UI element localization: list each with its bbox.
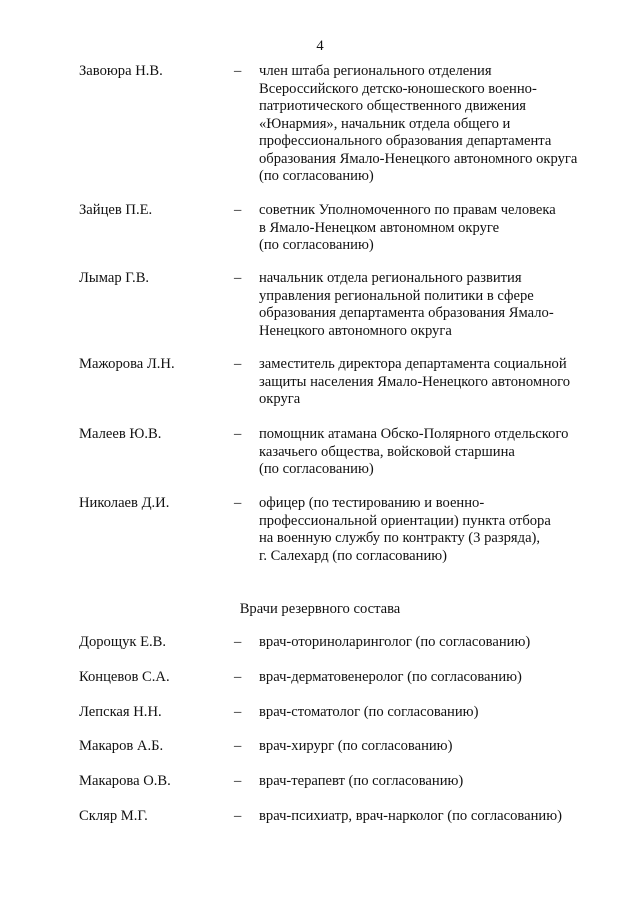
dash-separator: – (234, 495, 242, 511)
page-number: 4 (316, 38, 324, 54)
member-name: Зайцев П.Е. (79, 202, 153, 218)
doctor-name: Скляр М.Г. (79, 808, 148, 824)
doctor-name: Лепская Н.Н. (79, 704, 162, 720)
member-name: Николаев Д.И. (79, 495, 170, 511)
dash-separator: – (234, 63, 242, 79)
doctor-role: врач-психиатр, врач-нарколог (по согласованию) (259, 808, 562, 824)
member-role: помощник атамана Обско-Полярного отдельского казачьего общества, войсковой старшина (по согласованию) (259, 426, 569, 477)
doctor-name: Концевов С.А. (79, 669, 170, 685)
member-role: заместитель директора департамента социальной защиты населения Ямало-Ненецкого автономного округа (259, 356, 571, 407)
dash-separator: – (234, 270, 242, 286)
member-name: Малеев Ю.В. (79, 426, 162, 442)
doctor-role: врач-дерматовенеролог (по согласованию) (259, 669, 522, 685)
dash-separator: – (234, 738, 242, 754)
member-role: член штаба регионального отделения Всероссийского детско-юношеского военно- патриотического общественного движения «Юнармия», начальник отдела общего и профессионального образования департамента образования Ямало-Ненецкого автономного округа (по согласованию) (259, 63, 578, 184)
dash-separator: – (234, 669, 242, 685)
member-role: начальник отдела регионального развития управления региональной политики в сфере образования департамента образования Ямало- Ненецкого автономного округа (259, 270, 554, 339)
dash-separator: – (234, 426, 242, 442)
member-name: Мажорова Л.Н. (79, 356, 175, 372)
member-name: Лымар Г.В. (79, 270, 150, 286)
member-name: Завоюра Н.В. (79, 63, 163, 79)
dash-separator: – (234, 634, 242, 650)
section-heading: Врачи резервного состава (239, 601, 401, 617)
doctor-role: врач-терапевт (по согласованию) (259, 773, 464, 789)
dash-separator: – (234, 202, 242, 218)
doctor-role: врач-стоматолог (по согласованию) (259, 704, 479, 720)
dash-separator: – (234, 773, 242, 789)
doctor-name: Макаров А.Б. (79, 738, 164, 754)
dash-separator: – (234, 808, 242, 824)
doctor-name: Макарова О.В. (79, 773, 171, 789)
member-role: офицер (по тестированию и военно- профессиональной ориентации) пункта отбора на военную службу по контракту (3 разряда), г. Салехард (по согласованию) (259, 495, 551, 564)
doctor-name: Дорощук Е.В. (79, 634, 167, 650)
dash-separator: – (234, 356, 242, 372)
doctor-role: врач-хирург (по согласованию) (259, 738, 453, 754)
member-role: советник Уполномоченного по правам человека в Ямало-Ненецком автономном округе (по согласованию) (259, 202, 556, 253)
dash-separator: – (234, 704, 242, 720)
doctor-role: врач-оториноларинголог (по согласованию) (259, 634, 531, 650)
